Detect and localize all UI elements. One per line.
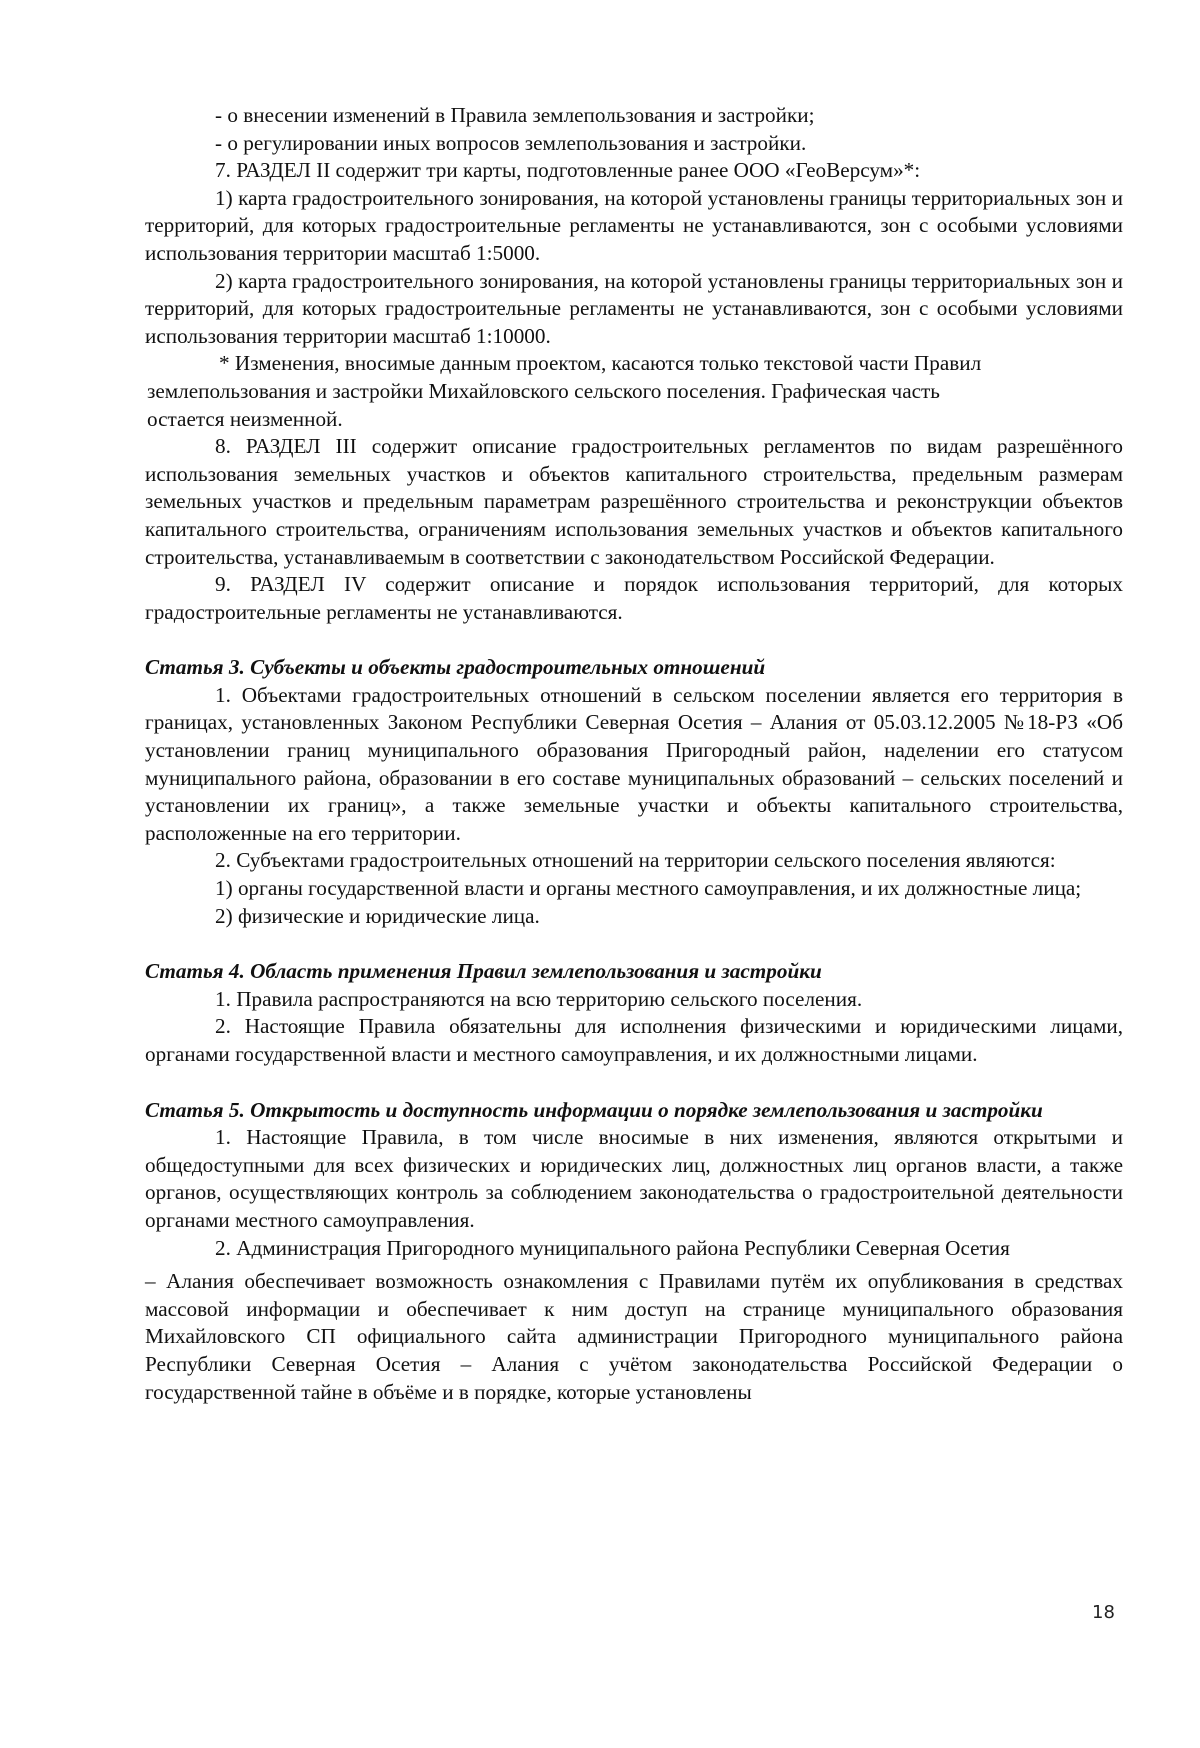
paragraph: 8. РАЗДЕЛ III содержит описание градостроительных регламентов по видам разрешённого использования земельных участков и объектов капитального строительства, предельным размерам земельных участков и предельным параметрам разрешённого строительства и реконструкции объектов капитального строительства, ограничениям использования земельных участков и объектов капитального строительства, устанавливаемым в соответствии с законодательством Российской Федерации. [145, 434, 1123, 569]
article-5-heading: Статья 5. Открытость и доступность информации о порядке землепользования и застройки [145, 1097, 1043, 1122]
spacer [145, 626, 1123, 654]
paragraph: 2. Субъектами градостроительных отношений на территории сельского поселения являются: [215, 848, 1056, 873]
spacer [145, 1069, 1123, 1097]
list-item: - о внесении изменений в Правила землепользования и застройки; [215, 103, 815, 127]
list-item: 1) карта градостроительного зонирования, на которой установлены границы территориальных зон и территорий, для которых градостроительные регламенты не устанавливаются, зон с особыми условиями использования территории масштаб 1:5000. [145, 185, 1123, 265]
paragraph: 2. Настоящие Правила обязательны для исполнения физическими и юридическими лицами, органами государственной власти и местного самоуправления, и их должностными лицами. [145, 1014, 1123, 1066]
page-number: 18 [1092, 1602, 1115, 1623]
footnote-line: * Изменения, вносимые данным проектом, касаются только текстовой части Правил [219, 351, 982, 376]
footnote-line: остается неизменной. [147, 406, 343, 431]
footnote [145, 350, 1123, 433]
list-item: 2) карта градостроительного зонирования, на которой установлены границы территориальных зон и территорий, для которых градостроительные регламенты не устанавливаются, зон с особыми условиями использования территории масштаб 1:10000. [145, 268, 1123, 348]
list-item: 1) органы государственной власти и органы местного самоуправления, и их должностные лица; [215, 876, 1082, 901]
list-item: - о регулировании иных вопросов землепользования и застройки. [215, 130, 807, 155]
document-page [145, 102, 1123, 1406]
paragraph: 7. РАЗДЕЛ II содержит три карты, подготовленные ранее ООО «ГеоВерсум»*: [215, 158, 921, 183]
article-3-heading: Статья 3. Субъекты и объекты градостроительных отношений [145, 655, 766, 680]
footnote-line: землепользования и застройки Михайловского сельского поселения. Графическая часть [147, 378, 940, 403]
paragraph: 1. Объектами градостроительных отношений в сельском поселении является его территория в границах, установленных Законом Республики Северная Осетия – Алания от 05.03.12.2005 №18-РЗ «Об установлении границ муниципального образования Пригородный район, наделении его статусом муниципального района, образовании в его составе муниципальных образований – сельских поселений и установлении их границ», а также земельные участки и объекты капитального строительства, расположенные на его территории. [145, 682, 1123, 845]
paragraph: 1. Настоящие Правила, в том числе вносимые в них изменения, являются открытыми и общедоступными для всех физических и юридических лиц, должностных лиц органов власти, а также органов, осуществляющих контроль за соблюдением законодательства о градостроительной деятельности органами местного самоуправления. [145, 1125, 1123, 1232]
article-4-heading: Статья 4. Область применения Правил землепользования и застройки [145, 959, 822, 984]
spacer [145, 930, 1123, 958]
list-item: 2) физические и юридические лица. [215, 903, 540, 928]
paragraph: 9. РАЗДЕЛ IV содержит описание и порядок использования территорий, для которых градостроительные регламенты не устанавливаются. [145, 572, 1123, 624]
paragraph: 2. Администрация Пригородного муниципального района Республики Северная Осетия [215, 1235, 1010, 1260]
paragraph: 1. Правила распространяются на всю территорию сельского поселения. [215, 986, 863, 1011]
paragraph-continuation: – Алания обеспечивает возможность ознакомления с Правилами путём их опубликования в средствах массовой информации и обеспечивает к ним доступ на странице муниципального образования Михайловского СП официального сайта администрации Пригородного муниципального района Республики Северная Осетия – Алания с учётом законодательства Российской Федерации о государственной тайне в объёме и в порядке, которые установлены [145, 1269, 1123, 1404]
